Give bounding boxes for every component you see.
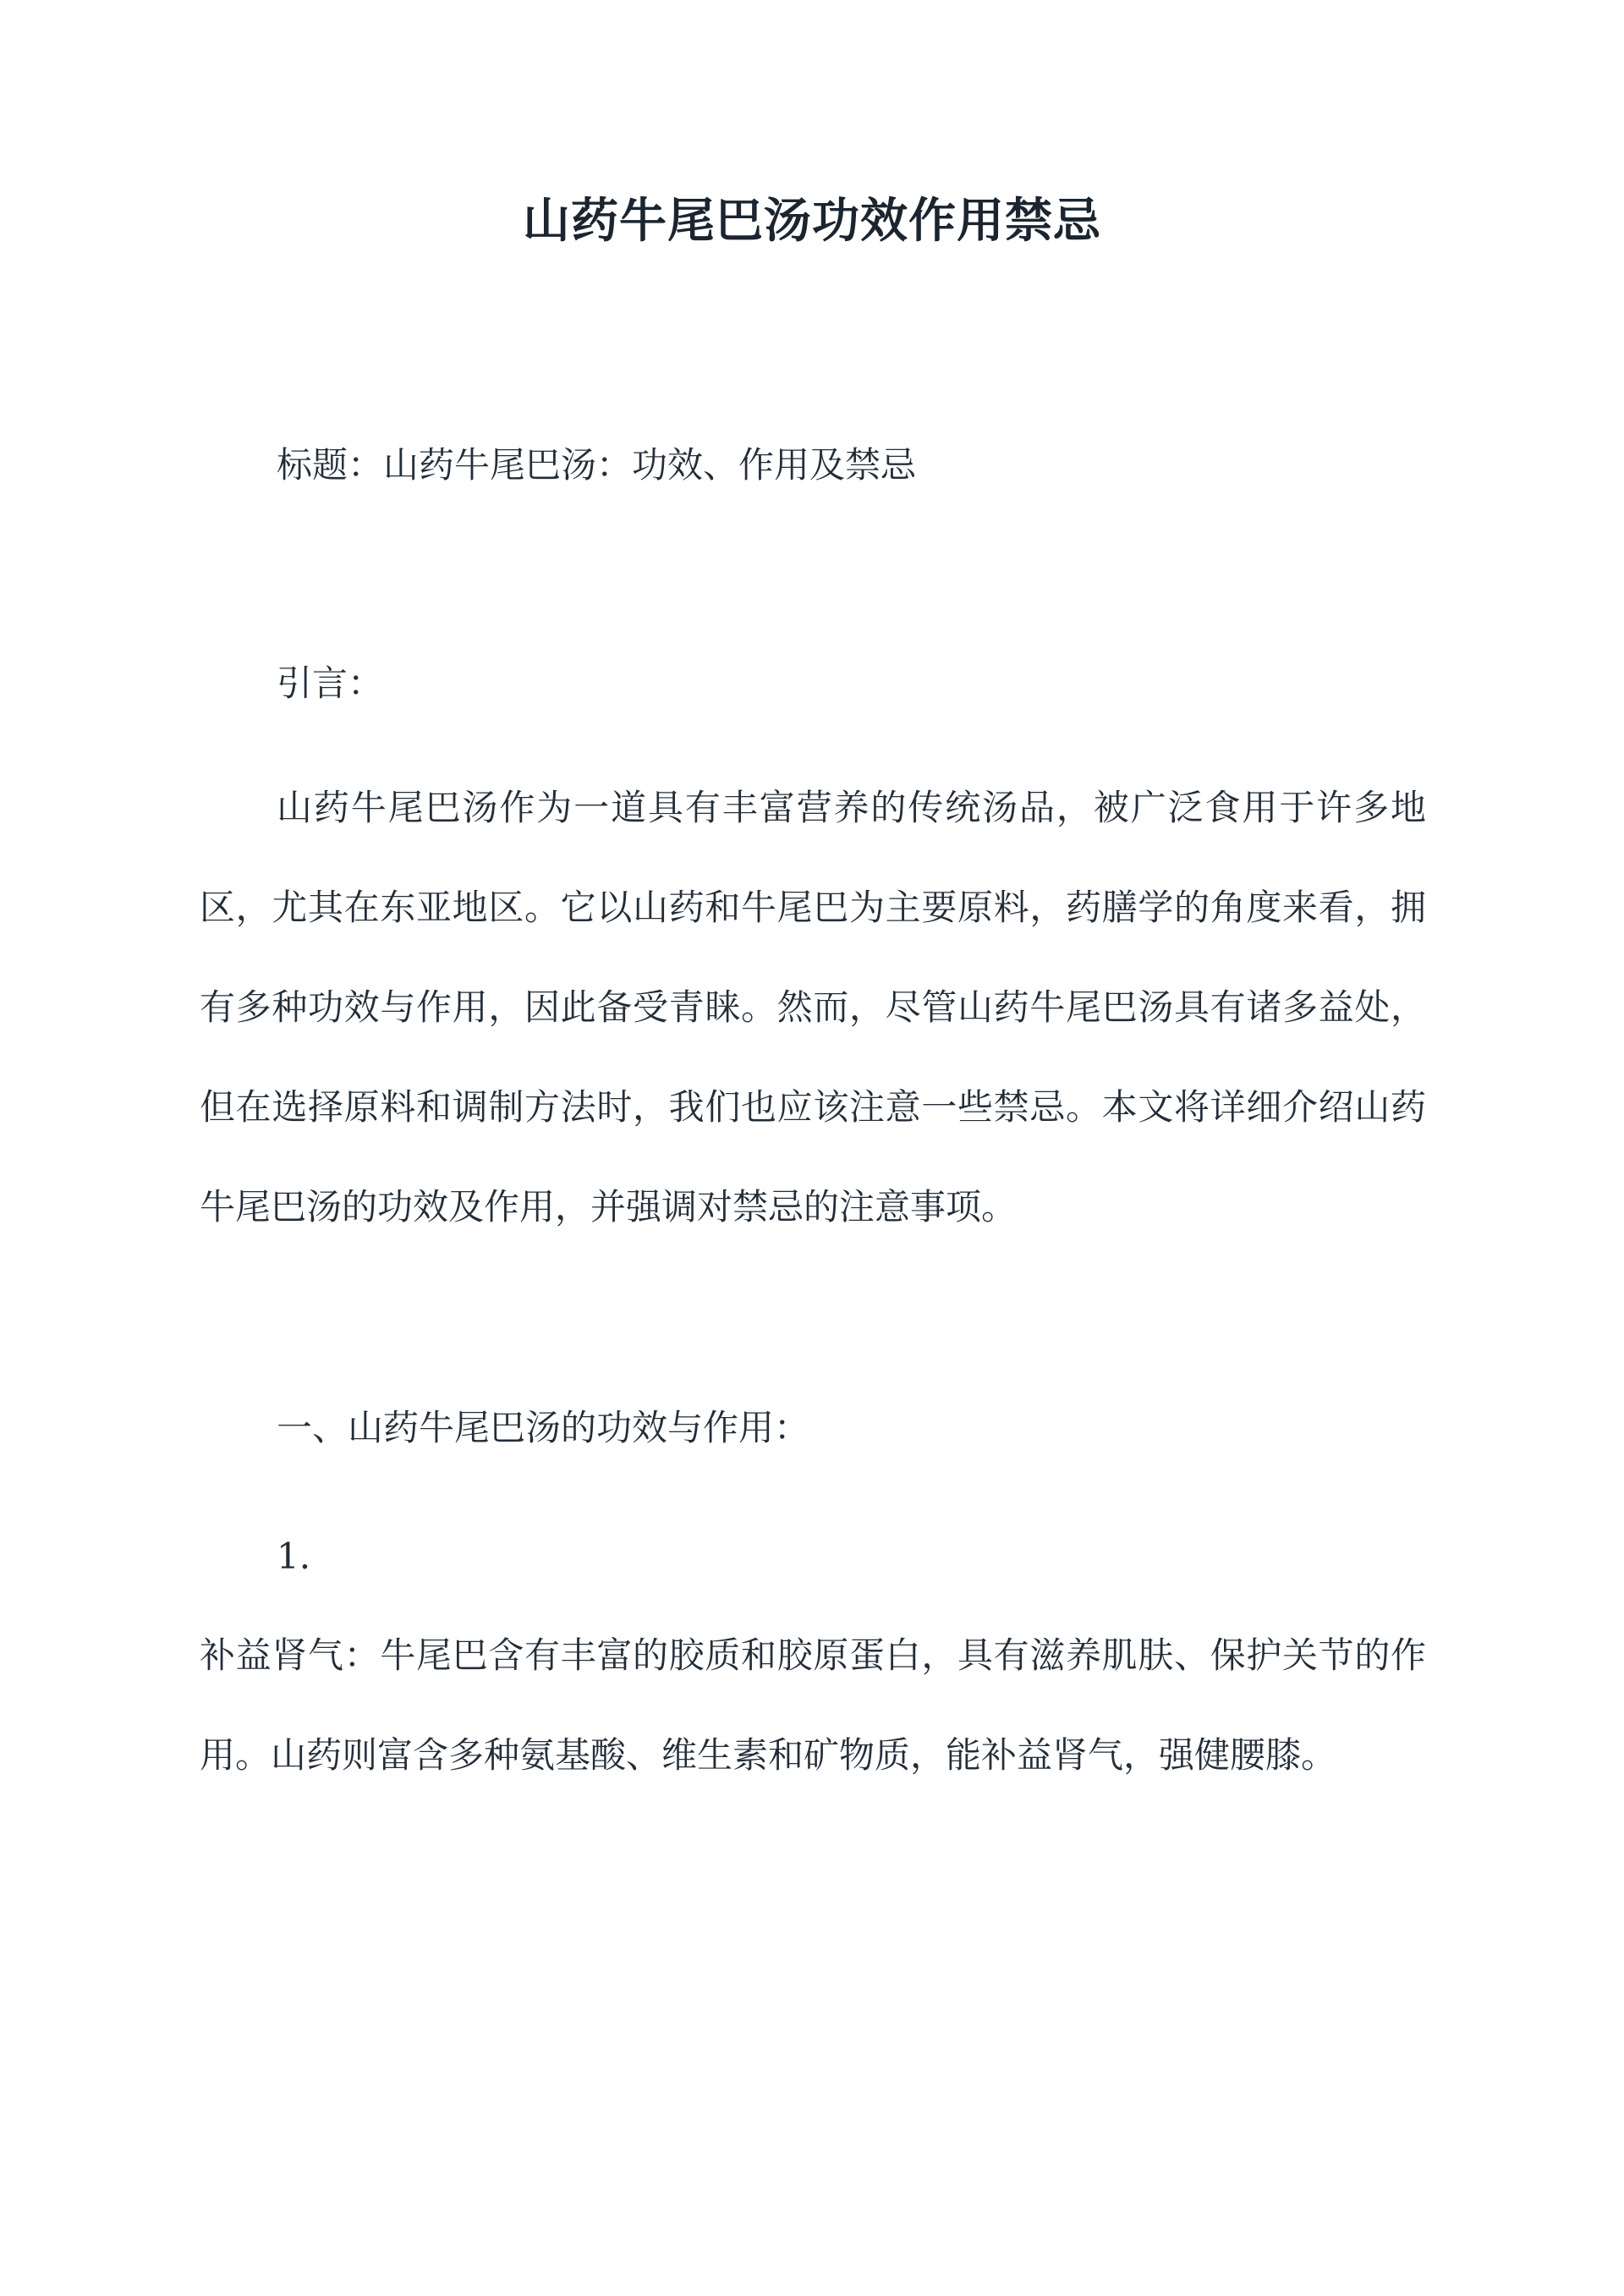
- section1-heading: 一、山药牛尾巴汤的功效与作用：: [277, 1407, 810, 1448]
- item1-text: 补益肾气：牛尾巴含有丰富的胶质和胶原蛋白，具有滋养肌肤、保护关节的作用。山药则富含多种氨基酸、维生素和矿物质，能补益肾气，强健腰膝。: [200, 1634, 1426, 1776]
- intro-paragraph: 山药牛尾巴汤作为一道具有丰富营养的传统汤品，被广泛食用于许多地区，尤其在东亚地区。它以山药和牛尾巴为主要原料，药膳学的角度来看，拥有多种功效与作用，因此备受青睐。然而，尽管山药牛尾巴汤具有诸多益处，但在选择原料和调制方法时，我们也应该注意一些禁忌。本文将详细介绍山药牛尾巴汤的功效及作用，并强调对禁忌的注意事项。: [200, 787, 1426, 1228]
- item1-number: 1.: [277, 1535, 311, 1577]
- document-title: 山药牛尾巴汤功效作用禁忌: [523, 193, 1101, 249]
- subtitle-line: 标题：山药牛尾巴汤：功效、作用及禁忌: [277, 444, 917, 486]
- intro-heading: 引言：: [277, 662, 384, 704]
